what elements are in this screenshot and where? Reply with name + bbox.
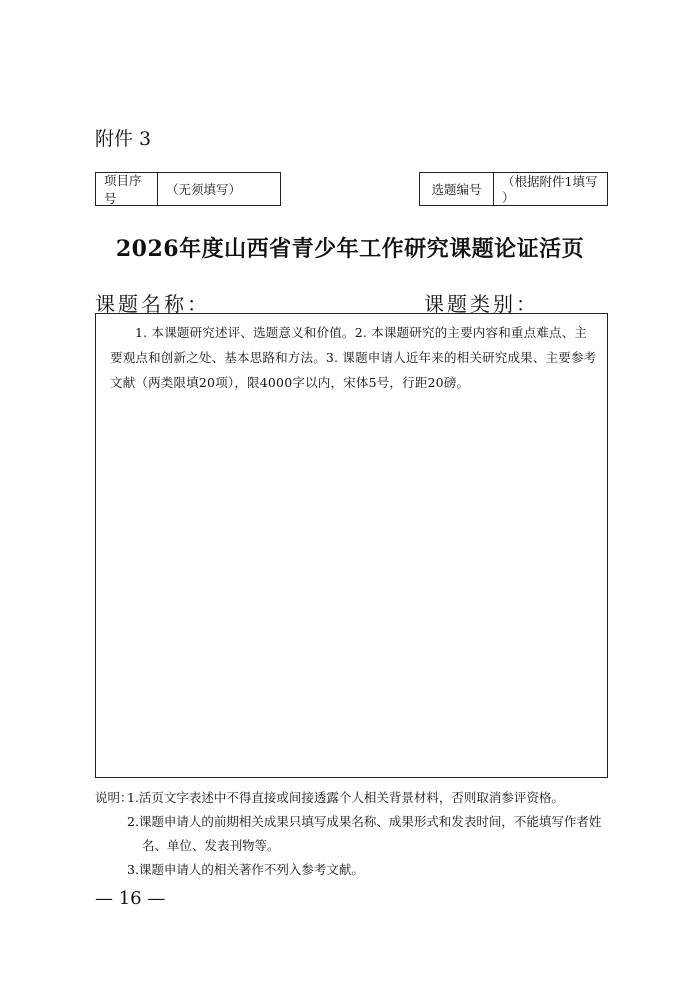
topic-name-field: 课题名称： <box>95 292 210 316</box>
instruction-text: 1. 本课题研究述评、选题意义和价值。2. 本课题研究的主要内容和重点难点、主要观点和创新之处、基本思路和方法。3. 课题申请人近年来的相关研究成果、主要参考文献（两类限填20项），限4000字以内，宋体5号，行距20磅。 <box>110 325 597 390</box>
project-number-box <box>95 172 281 206</box>
page-number: — 16 — <box>95 888 166 909</box>
note-item-1 <box>95 786 615 810</box>
topic-number-box <box>419 172 608 206</box>
topic-number-value[interactable] <box>494 173 605 205</box>
project-number-value[interactable]: （无须填写） <box>166 182 242 197</box>
notes-prefix: 说明： <box>95 790 133 805</box>
note-item-2-line1: 2.课题申请人的前期相关成果只填写成果名称、成果形式和发表时间，不能填写作者姓 <box>127 814 602 829</box>
project-number-label: 项目序号 <box>96 173 158 205</box>
attachment-label: 附件 3 <box>95 128 152 150</box>
topic-number-value-line2: ） <box>502 189 515 205</box>
topic-number-value-line1: （根据附件1填写 <box>502 173 598 189</box>
document-title: 2026年度山西省青少年工作研究课题论证活页 <box>115 236 585 262</box>
topic-number-label: 选题编号 <box>420 173 494 205</box>
note-item-2-line2: 名、单位、发表刊物等。 <box>142 838 280 853</box>
note-item-3 <box>95 858 615 882</box>
notes-section <box>95 786 615 882</box>
note-item-1-text: 1.活页文字表述中不得直接或间接透露个人相关背景材料，否则取消参评资格。 <box>127 790 564 805</box>
note-item-3-text: 3.课题申请人的相关著作不列入参考文献。 <box>127 862 364 877</box>
topic-category-field: 课题类别： <box>424 292 539 316</box>
note-item-2 <box>95 810 615 858</box>
